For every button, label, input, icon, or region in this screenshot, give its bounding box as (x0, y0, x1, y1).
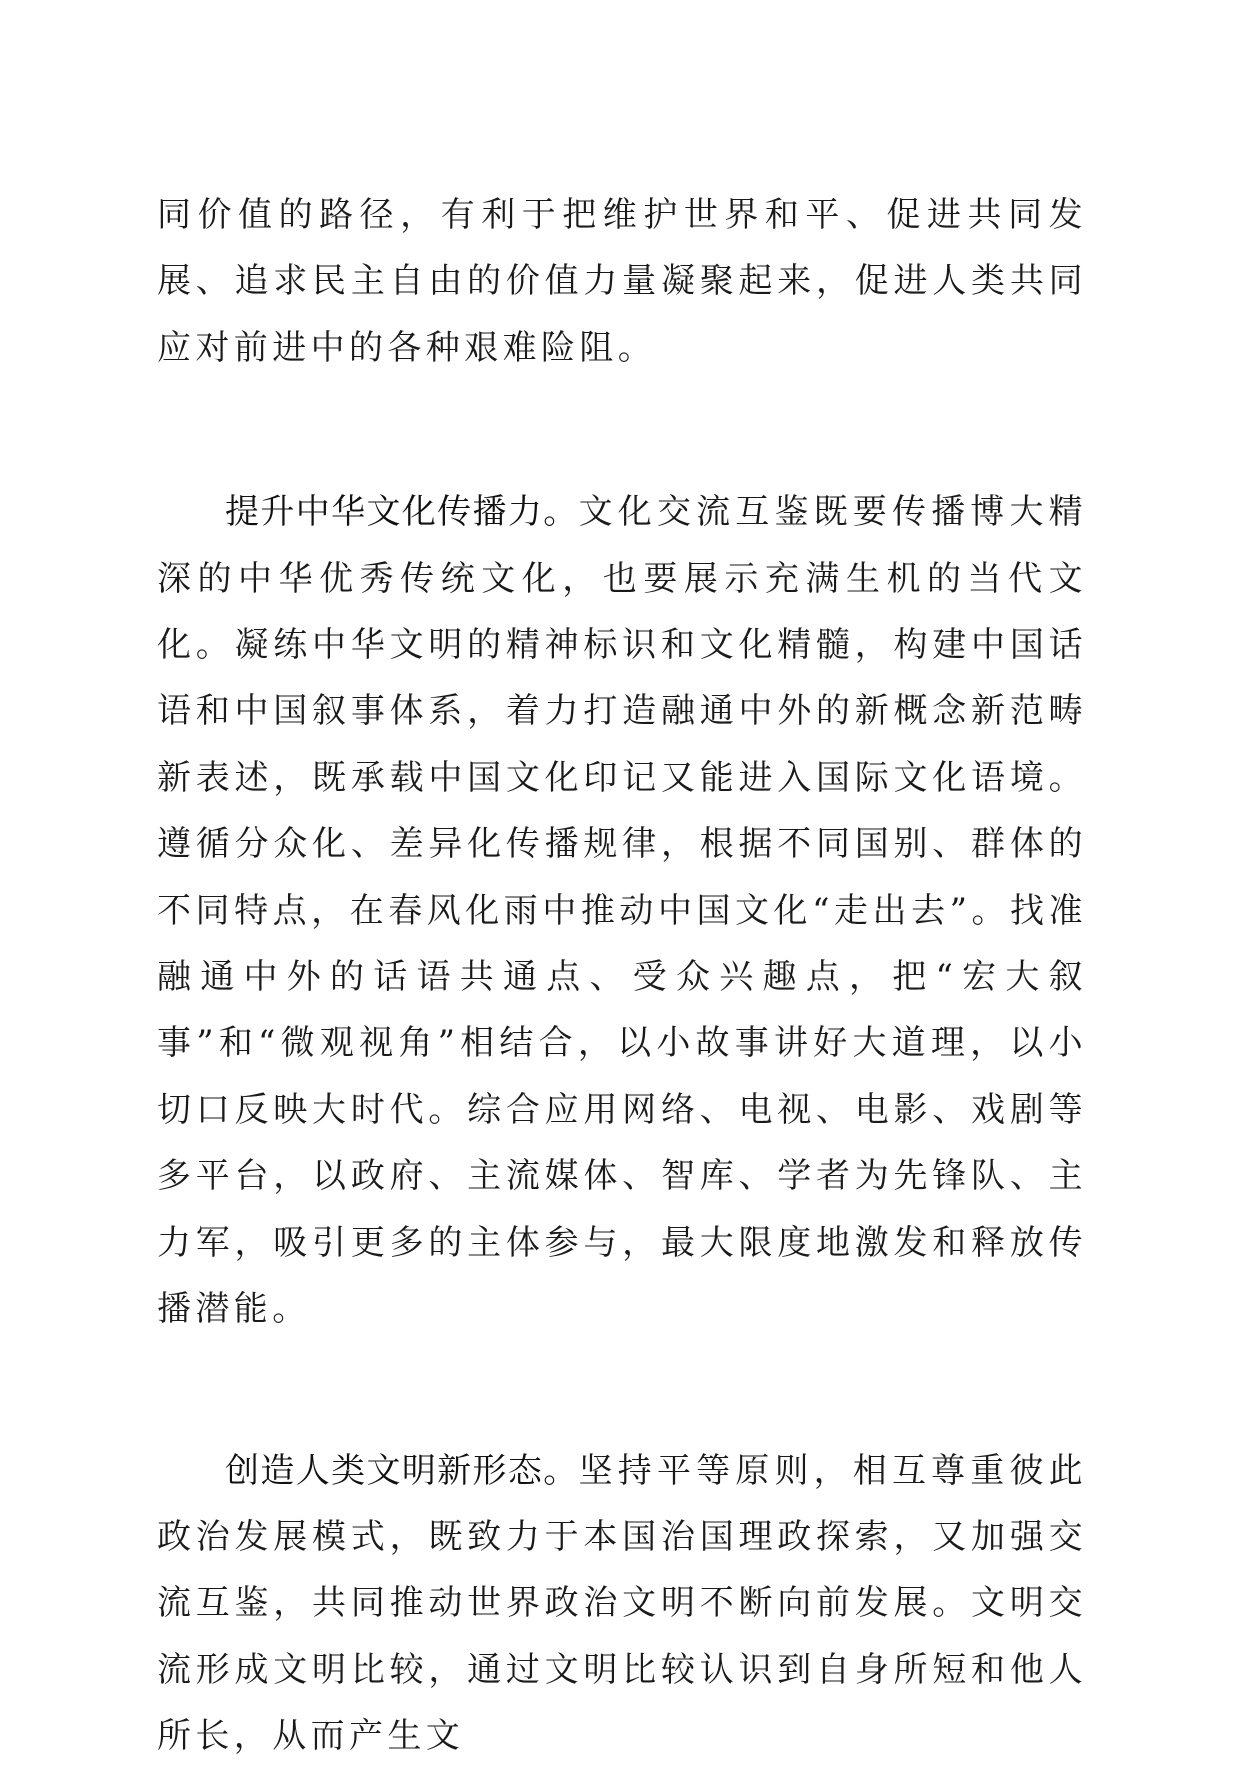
paragraph-text: 坚持平等原则，相互尊重彼此政治发展模式，既致力于本国治国理政探索，又加强交流互鉴，共同推动世界政治文明不断向前发展。文明交流形成文明比较，通过文明比较认识到自身所短和他人所长，从而产生文 (157, 1450, 1088, 1757)
paragraph-heading: 提升中华文化传播力。 (225, 492, 579, 533)
paragraph-heading: 创造人类文明新形态。 (225, 1450, 579, 1491)
paragraph-text: 文化交流互鉴既要传播博大精深的中华优秀传统文化，也要展示充满生机的当代文化。凝练中华文明的精神标识和文化精髓，构建中国话语和中国叙事体系，着力打造融通中外的新概念新范畴新表述，既承载中国文化印记又能进入国际文化语境。遵循分众化、差异化传播规律，根据不同国别、群体的不同特点，在春风化雨中推动中国文化“走出去”。找准融通中外的话语共通点、受众兴趣点，把“宏大叙事”和“微观视角”相结合，以小故事讲好大道理，以小切口反映大时代。综合应用网络、电视、电影、戏剧等多平台，以政府、主流媒体、智库、学者为先锋队、主力军，吸引更多的主体参与，最大限度地激发和释放传播潜能。 (157, 492, 1088, 1330)
paragraph-continued (157, 182, 1087, 381)
paragraph-new-civilization (157, 1438, 1087, 1770)
paragraph-text: 同价值的路径，有利于把维护世界和平、促进共同发展、追求民主自由的价值力量凝聚起来，促进人类共同应对前进中的各种艰难险阻。 (157, 195, 1087, 368)
paragraph-cultural-communication (157, 479, 1087, 1342)
document-body (157, 182, 1087, 1770)
